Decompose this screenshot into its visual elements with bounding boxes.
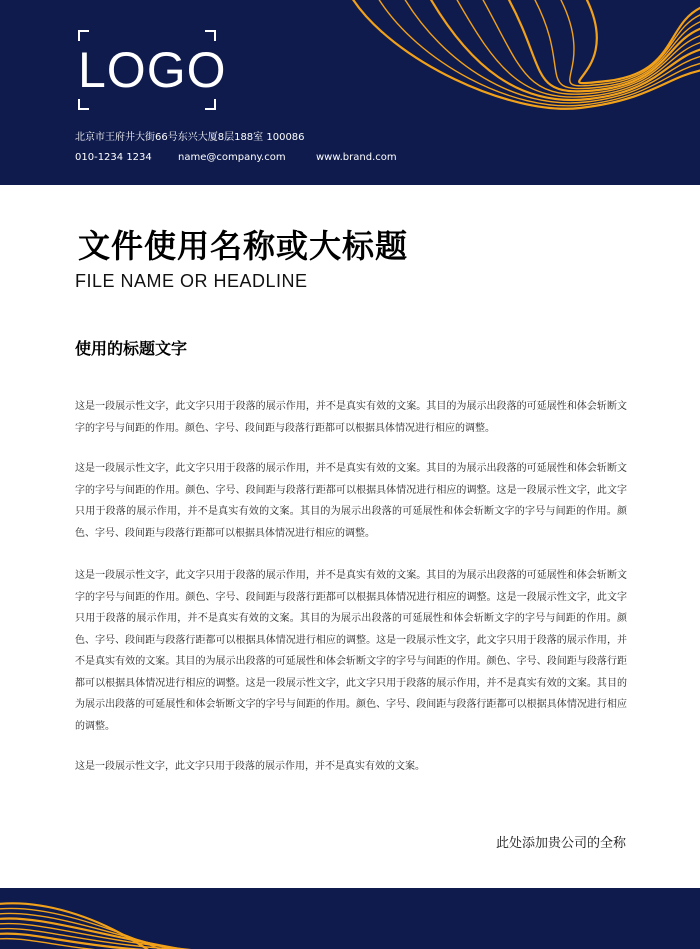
phone-number: 010-1234 1234 (75, 152, 152, 163)
logo-corner-top-left (78, 30, 89, 41)
contact-info (75, 151, 397, 165)
company-name: 此处添加贵公司的全称 (495, 836, 626, 851)
body-paragraph: 这是一段展示性文字，此文字只用于段落的展示作用，并不是真实有效的文案。其目的为展示出段落的可延展性和体会斩断文字的字号与间距的作用。颜色、字号、段间距与段落行距都可以根据具体情况进行相应的调整。这是一段展示性文字，此文字只用于段落的展示作用，并不是真实有效的文案。其目的为展示出段落的可延展性和体会斩断文字的字号与间距的作用。颜色、字号、段间距与段落行距都可以根据具体情况进行相应的调整。 (75, 463, 627, 539)
logo-text: LOGO (78, 42, 227, 98)
logo (78, 30, 227, 110)
body-paragraph: 这是一段展示性文字，此文字只用于段落的展示作用，并不是真实有效的文案。其目的为展示出段落的可延展性和体会斩断文字的字号与间距的作用。颜色、字号、段间距与段落行距都可以根据具体情况进行相应的调整。 (75, 401, 627, 434)
document-title: 文件使用名称或大标题 (78, 227, 409, 265)
wave-line (534, 0, 700, 89)
footer-wave-decoration (0, 888, 700, 949)
letterhead-header (0, 0, 700, 185)
letterhead-footer (0, 888, 700, 949)
website: www.brand.com (316, 152, 397, 163)
document-title-english: FILE NAME OR HEADLINE (75, 271, 308, 291)
logo-corner-bottom-left (78, 99, 89, 110)
wave-line (430, 0, 700, 100)
body-paragraph: 这是一段展示性文字，此文字只用于段落的展示作用，并不是真实有效的文案。 (75, 761, 425, 772)
email-address: name@company.com (178, 152, 286, 163)
address: 北京市王府井大街66号东兴大厦8层188室 100086 (75, 132, 305, 143)
wave-line (508, 0, 700, 91)
section-heading: 使用的标题文字 (75, 339, 188, 358)
logo-corner-top-right (205, 30, 216, 41)
logo-corner-bottom-right (205, 99, 216, 110)
body-paragraph: 这是一段展示性文字，此文字只用于段落的展示作用，并不是真实有效的文案。其目的为展示出段落的可延展性和体会斩断文字的字号与间距的作用。颜色、字号、段间距与段落行距都可以根据具体情况进行相应的调整。这是一段展示性文字，此文字只用于段落的展示作用，并不是真实有效的文案。其目的为展示出段落的可延展性和体会斩断文字的字号与间距的作用。颜色、字号、段间距与段落行距都可以根据具体情况进行相应的调整。这是一段展示性文字，此文字只用于段落的展示作用，并不是真实有效的文案。其目的为展示出段落的可延展性和体会斩断文字的字号与间距的作用。颜色、字号、段间距与段落行距都可以根据具体情况进行相应的调整。这是一段展示性文字，此文字只用于段落的展示作用，并不是真实有效的文案。其目的为展示出段落的可延展性和体会斩断文字的字号与间距的作用。颜色、字号、段间距与段落行距都可以根据具体情况进行相应的调整。 (75, 570, 627, 732)
